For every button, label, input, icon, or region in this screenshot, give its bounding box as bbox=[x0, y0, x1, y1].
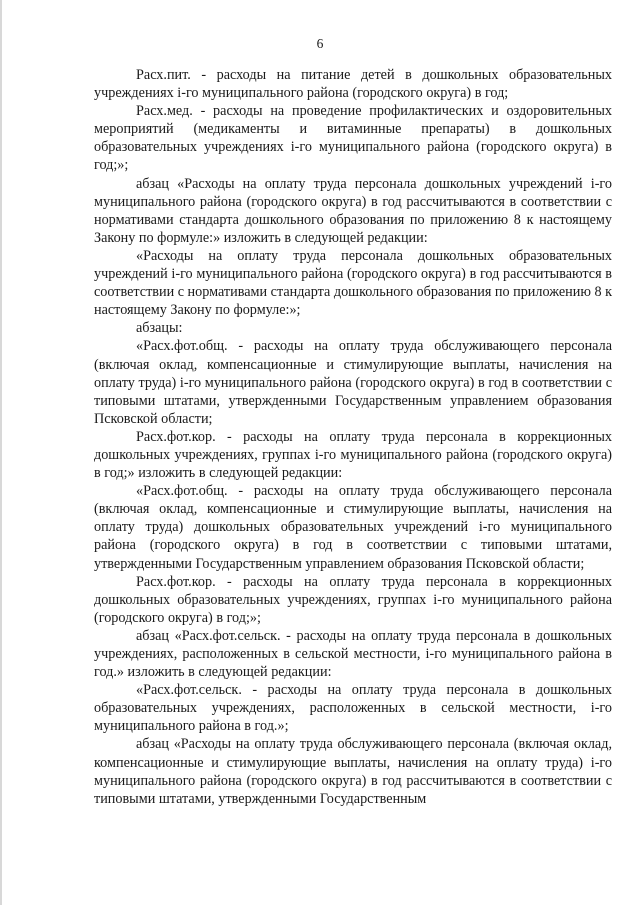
paragraph-rash-med: Расх.мед. - расходы на проведение профилактических и оздоровительных мероприятий (медикаменты и витаминные препараты) в дошкольных образовательных учреждениях i-го муниципального района (городского округа) в год;»; bbox=[94, 103, 612, 174]
paragraph-fot-obsh-new: «Расх.фот.общ. - расходы на оплату труда обслуживающего персонала (включая оклад, компенсационные и стимулирующие выплаты, начисления на оплату труда) дошкольных образовательных учреждений i-го муниципального района (городского округа) в год в соответствии с типовыми штатами, утвержденными Государственным управлением образования Псковской области; bbox=[94, 483, 612, 572]
paragraph-abzac-rashody-old: абзац «Расходы на оплату труда персонала дошкольных учреждений i-го муниципального района (городского округа) в год рассчитываются в соответствии с нормативами стандарта дошкольного образования по приложению 8 к настоящему Закону по формуле:» изложить в следующей редакции: bbox=[94, 175, 612, 246]
paragraph-fot-kor-new: Расх.фот.кор. - расходы на оплату труда персонала в коррекционных дошкольных образовательных учреждениях, группах i-го муниципального района (городского округа) в год;»; bbox=[94, 573, 612, 626]
paragraph-fot-selsk-new: «Расх.фот.сельск. - расходы на оплату труда персонала в дошкольных образовательных учреждениях, расположенных в сельской местности, i-го муниципального района в год.»; bbox=[94, 682, 612, 735]
scan-edge bbox=[0, 0, 2, 905]
page-number: 6 bbox=[316, 36, 324, 51]
paragraph-rash-pit: Расх.пит. - расходы на питание детей в дошкольных образовательных учреждениях i-го муниципального района (городского округа) в год; bbox=[94, 67, 612, 102]
paragraph-abzac-obsluzh: абзац «Расходы на оплату труда обслуживающего персонала (включая оклад, компенсационные и стимулирующие выплаты, начисления на оплату труда) i-го муниципального района (городского округа) в год рассчитываются в соответствии с типовыми штатами, утвержденными Государственным bbox=[94, 736, 612, 807]
paragraph-fot-selsk-old: абзац «Расх.фот.сельск. - расходы на оплату труда персонала в дошкольных учреждениях, расположенных в сельской местности, i-го муниципального района в год.» изложить в следующей редакции: bbox=[94, 627, 612, 681]
paragraph-fot-obsh-old: «Расх.фот.общ. - расходы на оплату труда обслуживающего персонала (включая оклад, компенсационные и стимулирующие выплаты, начисления на оплату труда) i-го муниципального района (городского округа) в год в соответствии с типовыми штатами, утвержденными Государственным управлением образования Псковской области; bbox=[94, 338, 612, 427]
document-body bbox=[94, 66, 612, 808]
paragraph-abzacy: абзацы: bbox=[136, 320, 183, 337]
paragraph-rashody-new: «Расходы на оплату труда персонала дошкольных образовательных учреждений i-го муниципального района (городского округа) в год рассчитываются в соответствии с нормативами стандарта дошкольного образования по приложению 8 к настоящему Закону по формуле:»; bbox=[94, 247, 613, 319]
paragraph-fot-kor-old: Расх.фот.кор. - расходы на оплату труда персонала в коррекционных дошкольных учреждениях, группах i-го муниципального района (городского округа) в год;» изложить в следующей редакции: bbox=[94, 428, 612, 482]
